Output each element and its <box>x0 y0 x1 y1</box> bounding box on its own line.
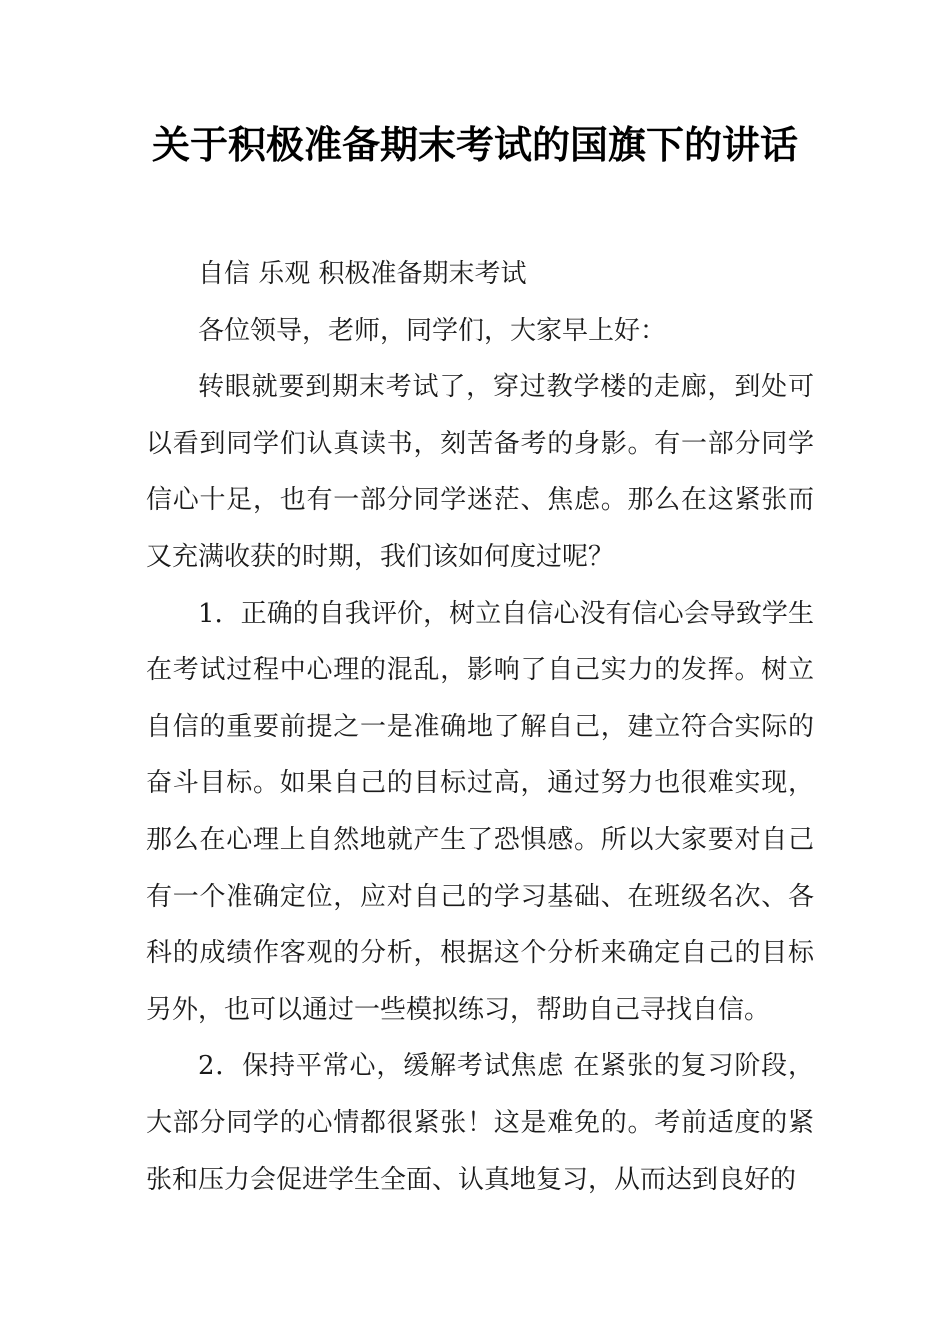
subtitle-paragraph: 自信 乐观 积极准备期末考试 <box>198 259 527 289</box>
document-title: 关于积极准备期末考试的国旗下的讲话 <box>151 123 798 167</box>
point-one-paragraph: 1．正确的自我评价，树立自信心没有信心会导致学生在考试过程中心理的混乱，影响了自己实力的发挥。树立自信的重要前提之一是准确地了解自己，建立符合实际的奋斗目标。如果自己的目标过高，通过努力也很难实现，那么在心理上自然地就产生了恐惧感。所以大家要对自己有一个准确定位，应对自己的学习基础、在班级名次、各科的成绩作客观的分析，根据这个分析来确定自己的目标另外，也可以通过一些模拟练习，帮助自己寻找自信。 <box>146 598 814 1025</box>
point-two-paragraph: 2．保持平常心，缓解考试焦虑 在紧张的复习阶段，大部分同学的心情都很紧张！这是难免的。考前适度的紧张和压力会促进学生全面、认真地复习，从而达到良好的 <box>146 1051 814 1195</box>
document-body <box>146 246 814 1208</box>
intro-paragraph: 转眼就要到期末考试了，穿过教学楼的走廊，到处可以看到同学们认真读书，刻苦备考的身影。有一部分同学信心十足，也有一部分同学迷茫、焦虑。那么在这紧张而又充满收获的时期，我们该如何度过呢？ <box>146 372 814 572</box>
greeting-paragraph: 各位领导，老师，同学们，大家早上好： <box>198 315 667 346</box>
